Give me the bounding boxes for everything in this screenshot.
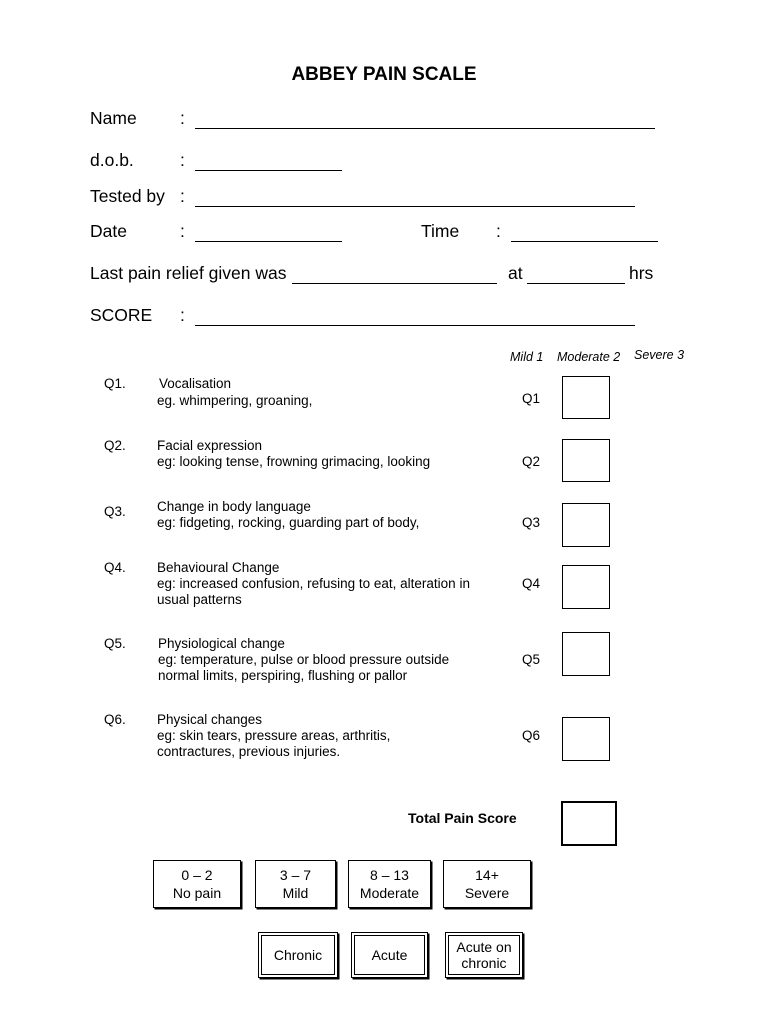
- question-title: Physiological change: [158, 636, 285, 651]
- date-field[interactable]: [195, 223, 342, 242]
- q2-score-box[interactable]: [562, 439, 610, 482]
- pain-type-label: Acute: [371, 947, 408, 963]
- question-title: Physical changes: [157, 712, 263, 727]
- score-range-severe[interactable]: [443, 860, 531, 908]
- pain-type-label: Acute on: [456, 939, 512, 955]
- total-pain-score-label: Total Pain Score: [408, 810, 517, 826]
- name-label: Name: [90, 108, 137, 128]
- header-mild: Mild 1: [510, 350, 544, 364]
- time-colon: :: [496, 221, 501, 241]
- question-desc: contractures, previous injuries.: [157, 744, 341, 759]
- question-number: Q6.: [104, 712, 126, 727]
- question-number: Q1.: [104, 376, 126, 391]
- time-field[interactable]: [511, 223, 658, 242]
- score-range-value: 0 – 2: [181, 867, 213, 883]
- tested-by-label: Tested by: [90, 186, 165, 206]
- name-field[interactable]: [195, 110, 655, 129]
- name-colon: :: [180, 108, 185, 128]
- score-range-no-pain[interactable]: [153, 860, 241, 908]
- score-range-label: Moderate: [359, 885, 420, 901]
- score-range-value: 3 – 7: [279, 867, 312, 883]
- question-code: Q5: [522, 652, 541, 667]
- last-pain-relief-field[interactable]: [292, 265, 497, 284]
- time-label: Time: [421, 221, 460, 241]
- score-range-label: Mild: [282, 885, 309, 901]
- score-range-value: 8 – 13: [370, 867, 409, 883]
- question-desc: eg: looking tense, frowning grimacing, looking: [157, 454, 431, 469]
- question-number: Q2.: [104, 438, 126, 453]
- question-title: Vocalisation: [159, 376, 232, 391]
- q4-score-box[interactable]: [562, 565, 610, 609]
- question-desc: eg: temperature, pulse or blood pressure outside: [158, 652, 450, 667]
- header-moderate: Moderate 2: [557, 350, 621, 364]
- tested-by-colon: :: [180, 186, 185, 206]
- question-desc: eg: fidgeting, rocking, guarding part of body,: [157, 515, 420, 530]
- hrs-label: hrs: [629, 263, 654, 283]
- question-desc: eg: skin tears, pressure areas, arthritis,: [157, 728, 391, 743]
- q5-score-box[interactable]: [562, 632, 610, 676]
- date-colon: :: [180, 221, 185, 241]
- question-desc: eg. whimpering, groaning,: [157, 393, 313, 408]
- question-title: Facial expression: [157, 438, 263, 453]
- total-score-box[interactable]: [561, 801, 617, 846]
- score-range-label: Severe: [464, 885, 510, 901]
- score-field[interactable]: [195, 307, 635, 326]
- pain-type-chronic[interactable]: [258, 932, 338, 978]
- pain-type-label: chronic: [461, 955, 507, 971]
- question-desc: eg: increased confusion, refusing to eat, alteration in: [157, 576, 470, 591]
- question-number: Q4.: [104, 560, 126, 575]
- page-title: ABBEY PAIN SCALE: [291, 64, 477, 85]
- question-code: Q3: [522, 515, 541, 530]
- tested-by-field[interactable]: [195, 188, 635, 207]
- question-number: Q3.: [104, 504, 126, 519]
- pain-type-acute-on-chronic[interactable]: [445, 932, 523, 978]
- relief-time-field[interactable]: [527, 265, 625, 284]
- score-range-mild[interactable]: [255, 860, 336, 908]
- date-label: Date: [90, 221, 127, 241]
- question-title: Change in body language: [157, 499, 311, 514]
- at-label: at: [508, 263, 523, 283]
- pain-type-acute[interactable]: [351, 932, 428, 978]
- score-colon: :: [180, 305, 185, 325]
- question-title: Behavioural Change: [157, 560, 280, 575]
- question-number: Q5.: [104, 636, 126, 651]
- dob-label: d.o.b.: [90, 150, 134, 170]
- q3-score-box[interactable]: [562, 503, 610, 547]
- pain-type-label: Chronic: [273, 947, 323, 963]
- score-range-value: 14+: [475, 867, 499, 883]
- score-range-moderate[interactable]: [348, 860, 431, 908]
- question-code: Q4: [522, 576, 541, 591]
- q6-score-box[interactable]: [562, 717, 610, 761]
- dob-colon: :: [180, 150, 185, 170]
- score-range-label: No pain: [172, 885, 222, 901]
- question-desc: normal limits, perspiring, flushing or pallor: [158, 668, 408, 683]
- question-code: Q2: [522, 454, 541, 469]
- question-code: Q6: [522, 728, 541, 743]
- q1-score-box[interactable]: [562, 376, 610, 419]
- header-severe: Severe 3: [634, 348, 685, 362]
- dob-field[interactable]: [195, 152, 342, 171]
- question-desc: usual patterns: [157, 592, 242, 607]
- last-pain-relief-label: Last pain relief given was: [90, 263, 287, 283]
- question-code: Q1: [522, 391, 541, 406]
- score-label: SCORE: [90, 305, 153, 325]
